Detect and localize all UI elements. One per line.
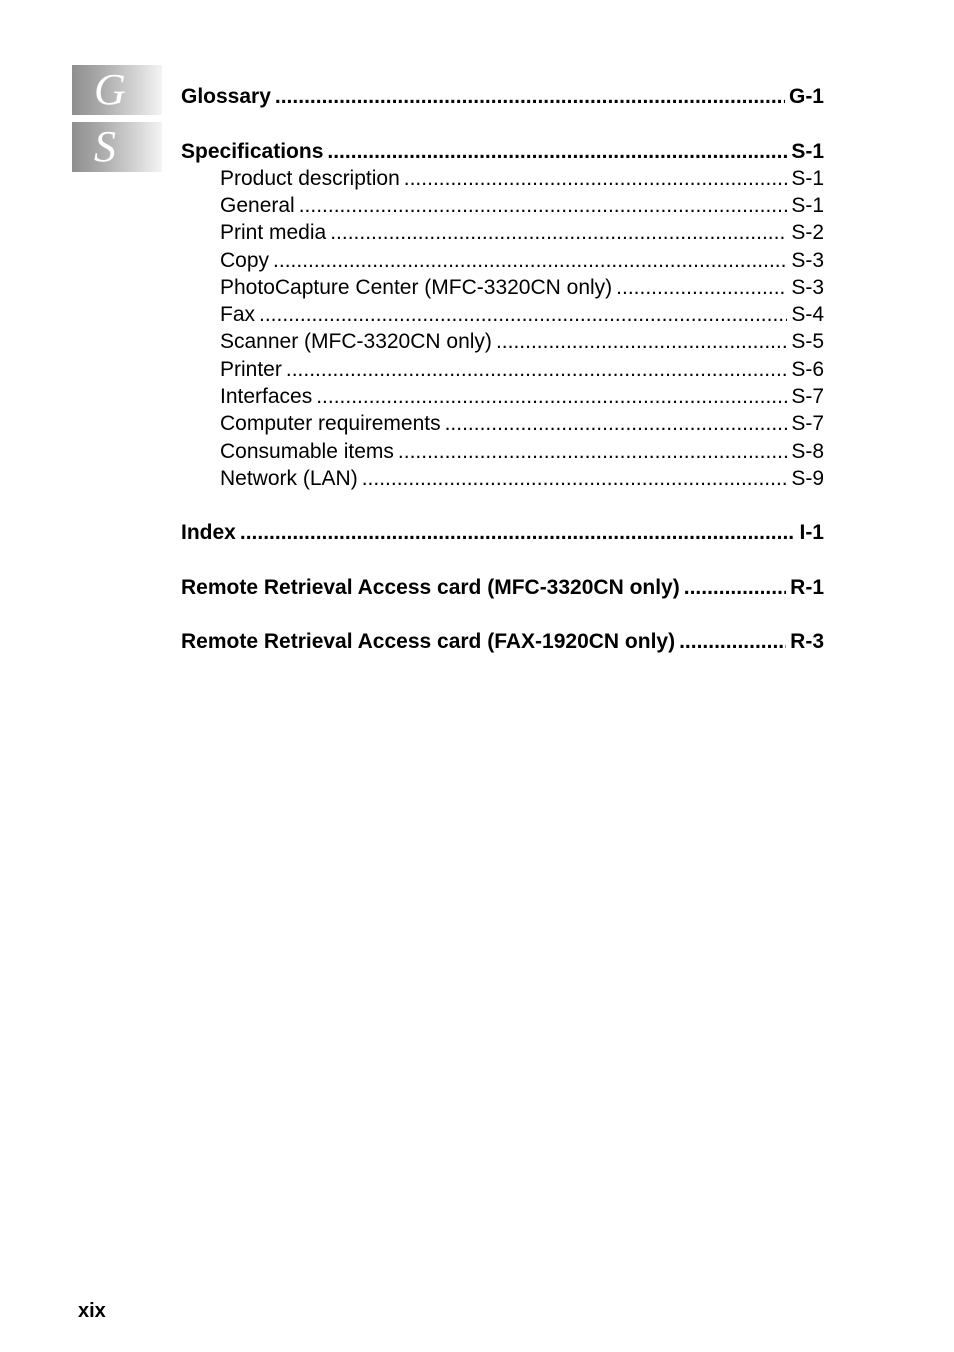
toc-entry-title: Fax bbox=[220, 303, 256, 326]
toc-entry-computer-requirements[interactable] bbox=[220, 410, 824, 437]
tab-letter-s: S bbox=[94, 122, 116, 171]
dot-leader bbox=[616, 274, 787, 301]
dot-leader bbox=[240, 519, 796, 546]
toc-entry-page: S-4 bbox=[791, 303, 824, 326]
toc-entry-page: S-7 bbox=[791, 412, 824, 435]
toc-entry-page: S-2 bbox=[791, 221, 824, 244]
dot-leader bbox=[259, 301, 787, 328]
dot-leader bbox=[445, 410, 788, 437]
toc-entry-title: Remote Retrieval Access card (MFC-3320CN only) bbox=[181, 576, 680, 599]
toc-entry-page: S-8 bbox=[791, 440, 824, 463]
toc-entry-glossary[interactable] bbox=[181, 83, 824, 110]
toc-entry-title: Scanner (MFC-3320CN only) bbox=[220, 330, 492, 353]
toc-entry-interfaces[interactable] bbox=[220, 383, 824, 410]
toc-entry-consumable-items[interactable] bbox=[220, 438, 824, 465]
section-tab-g bbox=[72, 65, 162, 115]
dot-leader bbox=[327, 138, 787, 165]
dot-leader bbox=[404, 165, 788, 192]
toc-entry-photocapture-center[interactable] bbox=[220, 274, 824, 301]
toc-entry-page: S-1 bbox=[791, 167, 824, 190]
toc-entry-remote-retrieval-fax[interactable] bbox=[181, 628, 824, 655]
toc-entry-copy[interactable] bbox=[220, 247, 824, 274]
section-tab-s bbox=[72, 122, 162, 172]
toc-entry-fax[interactable] bbox=[220, 301, 824, 328]
toc-entry-title: Specifications bbox=[181, 140, 324, 163]
dot-leader bbox=[273, 247, 787, 274]
toc-entry-general[interactable] bbox=[220, 192, 824, 219]
toc-entry-title: Printer bbox=[220, 358, 282, 381]
toc-entry-remote-retrieval-mfc[interactable] bbox=[181, 574, 824, 601]
toc-entry-index[interactable] bbox=[181, 519, 824, 546]
toc-entry-title: Copy bbox=[220, 249, 270, 272]
dot-leader bbox=[316, 383, 787, 410]
toc-entry-page: I-1 bbox=[799, 521, 824, 544]
toc-entry-page: S-1 bbox=[791, 140, 824, 163]
dot-leader bbox=[684, 574, 786, 601]
toc-entry-title: Interfaces bbox=[220, 385, 313, 408]
toc-entry-print-media[interactable] bbox=[220, 219, 824, 246]
page-number: xix bbox=[78, 1300, 106, 1322]
toc-entry-page: S-6 bbox=[791, 358, 824, 381]
dot-leader bbox=[330, 219, 787, 246]
dot-leader bbox=[496, 328, 787, 355]
toc-entry-page: R-1 bbox=[790, 576, 824, 599]
toc-entry-page: S-5 bbox=[791, 330, 824, 353]
toc-entry-title: Glossary bbox=[181, 85, 271, 108]
toc-entry-page: S-9 bbox=[791, 467, 824, 490]
toc-entry-page: S-3 bbox=[791, 249, 824, 272]
toc-entry-page: R-3 bbox=[790, 630, 824, 653]
toc-entry-title: Remote Retrieval Access card (FAX-1920CN only) bbox=[181, 630, 676, 653]
dot-leader bbox=[275, 83, 785, 110]
toc-entry-title: Print media bbox=[220, 221, 327, 244]
toc-entry-scanner[interactable] bbox=[220, 328, 824, 355]
dot-leader bbox=[299, 192, 788, 219]
toc-entry-page: S-3 bbox=[791, 276, 824, 299]
toc-entry-page: G-1 bbox=[788, 85, 824, 108]
toc-entry-printer[interactable] bbox=[220, 356, 824, 383]
dot-leader bbox=[398, 438, 787, 465]
toc-entry-page: S-7 bbox=[791, 385, 824, 408]
toc-entry-title: Network (LAN) bbox=[220, 467, 358, 490]
toc-entry-product-description[interactable] bbox=[220, 165, 824, 192]
toc-entry-title: Product description bbox=[220, 167, 400, 190]
dot-leader bbox=[286, 356, 787, 383]
toc-entry-network-lan[interactable] bbox=[220, 465, 824, 492]
toc-entry-title: General bbox=[220, 194, 295, 217]
toc-entry-specifications[interactable] bbox=[181, 138, 824, 165]
dot-leader bbox=[362, 465, 788, 492]
toc-entry-title: Consumable items bbox=[220, 440, 394, 463]
toc-entry-title: Index bbox=[181, 521, 236, 544]
toc-entry-page: S-1 bbox=[791, 194, 824, 217]
dot-leader bbox=[679, 628, 786, 655]
toc-entry-title: PhotoCapture Center (MFC-3320CN only) bbox=[220, 276, 613, 299]
tab-letter-g: G bbox=[94, 65, 126, 114]
toc-entry-title: Computer requirements bbox=[220, 412, 441, 435]
